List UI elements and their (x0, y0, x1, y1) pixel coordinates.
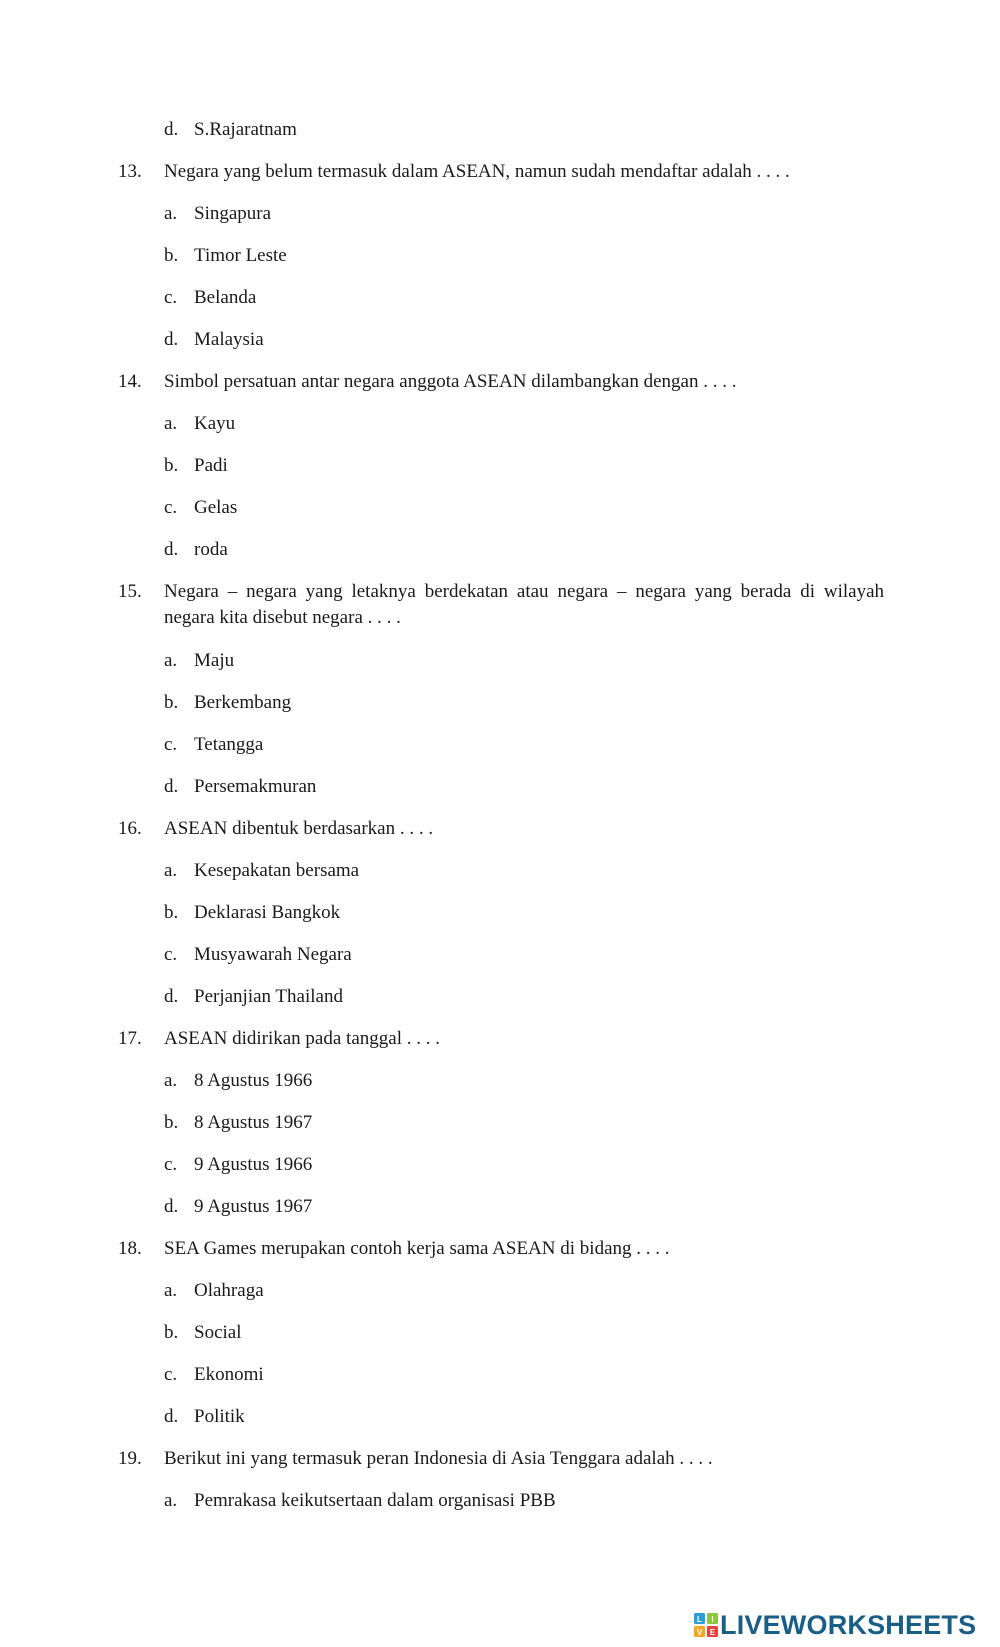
liveworksheets-icon (694, 1613, 718, 1637)
option-letter: a. (164, 860, 178, 881)
question-text: Negara – negara yang letaknya berdekatan atau negara – negara yang berada di wilayah negara kita disebut negara . . . . (164, 581, 884, 628)
icon-letter: L (697, 1615, 702, 1624)
option-letter: d. (164, 539, 179, 560)
option-letter: b. (164, 1322, 179, 1343)
option-letter: c. (164, 734, 178, 755)
option-text: roda (194, 539, 228, 560)
liveworksheets-wordmark: LIVEWORKSHEETS (720, 1609, 977, 1640)
option-letter: b. (164, 902, 179, 923)
option-text: Olahraga (194, 1280, 264, 1301)
option-text: S.Rajaratnam (194, 119, 297, 140)
question-text: Berikut ini yang termasuk peran Indonesia di Asia Tenggara adalah . . . . (164, 1448, 713, 1469)
option-letter: a. (164, 1490, 178, 1511)
question-number: 13. (118, 161, 142, 182)
option-text: 8 Agustus 1967 (194, 1112, 313, 1133)
option-text: Malaysia (194, 329, 264, 350)
icon-letter: V (696, 1628, 703, 1637)
option-text: Padi (194, 455, 228, 476)
question-number: 18. (118, 1238, 142, 1259)
option-text: Pemrakasa keikutsertaan dalam organisasi PBB (194, 1490, 556, 1511)
icon-letter: I (711, 1615, 714, 1624)
liveworksheets-logo[interactable] (694, 1610, 976, 1640)
option-text: Kayu (194, 413, 236, 434)
option-text: Ekonomi (194, 1364, 264, 1385)
option-letter: c. (164, 944, 178, 965)
option-text: 9 Agustus 1966 (194, 1154, 313, 1175)
option-letter: d. (164, 1196, 179, 1217)
question-text: SEA Games merupakan contoh kerja sama ASEAN di bidang . . . . (164, 1238, 670, 1259)
question-number: 14. (118, 371, 142, 392)
option-text: Kesepakatan bersama (194, 860, 360, 881)
option-text: Politik (194, 1406, 245, 1427)
option-text: Maju (194, 650, 235, 671)
option-letter: d. (164, 1406, 179, 1427)
option-text: Gelas (194, 497, 238, 518)
option-letter: c. (164, 287, 178, 308)
option-letter: c. (164, 1154, 178, 1175)
option-letter: b. (164, 1112, 179, 1133)
option-text: Deklarasi Bangkok (194, 902, 341, 923)
option-text: Timor Leste (194, 245, 287, 266)
option-letter: a. (164, 1070, 178, 1091)
question-text: Negara yang belum termasuk dalam ASEAN, namun sudah mendaftar adalah . . . . (164, 161, 790, 182)
question-number: 19. (118, 1448, 142, 1469)
option-text: 9 Agustus 1967 (194, 1196, 313, 1217)
option-text: Social (194, 1322, 242, 1343)
option-letter: a. (164, 1280, 178, 1301)
option-letter: b. (164, 245, 179, 266)
question-text: ASEAN didirikan pada tanggal . . . . (164, 1028, 440, 1049)
option-letter: a. (164, 203, 178, 224)
icon-letter: E (709, 1628, 716, 1637)
question-number: 16. (118, 818, 142, 839)
option-text: Singapura (194, 203, 272, 224)
option-text: 8 Agustus 1966 (194, 1070, 313, 1091)
question-text: ASEAN dibentuk berdasarkan . . . . (164, 818, 434, 839)
option-text: Persemakmuran (194, 776, 317, 797)
option-text: Tetangga (194, 734, 264, 755)
option-text: Perjanjian Thailand (194, 986, 343, 1007)
option-letter: d. (164, 776, 179, 797)
option-letter: d. (164, 119, 179, 140)
option-text: Belanda (194, 287, 257, 308)
question-text: Simbol persatuan antar negara anggota ASEAN dilambangkan dengan . . . . (164, 371, 737, 392)
option-text: Musyawarah Negara (194, 944, 352, 965)
option-letter: c. (164, 1364, 178, 1385)
option-letter: b. (164, 692, 179, 713)
option-letter: b. (164, 455, 179, 476)
question-number: 17. (118, 1028, 142, 1049)
option-letter: d. (164, 329, 179, 350)
option-letter: d. (164, 986, 179, 1007)
question-number: 15. (118, 581, 142, 602)
option-letter: a. (164, 650, 178, 671)
option-text: Berkembang (194, 692, 292, 713)
option-letter: a. (164, 413, 178, 434)
option-letter: c. (164, 497, 178, 518)
